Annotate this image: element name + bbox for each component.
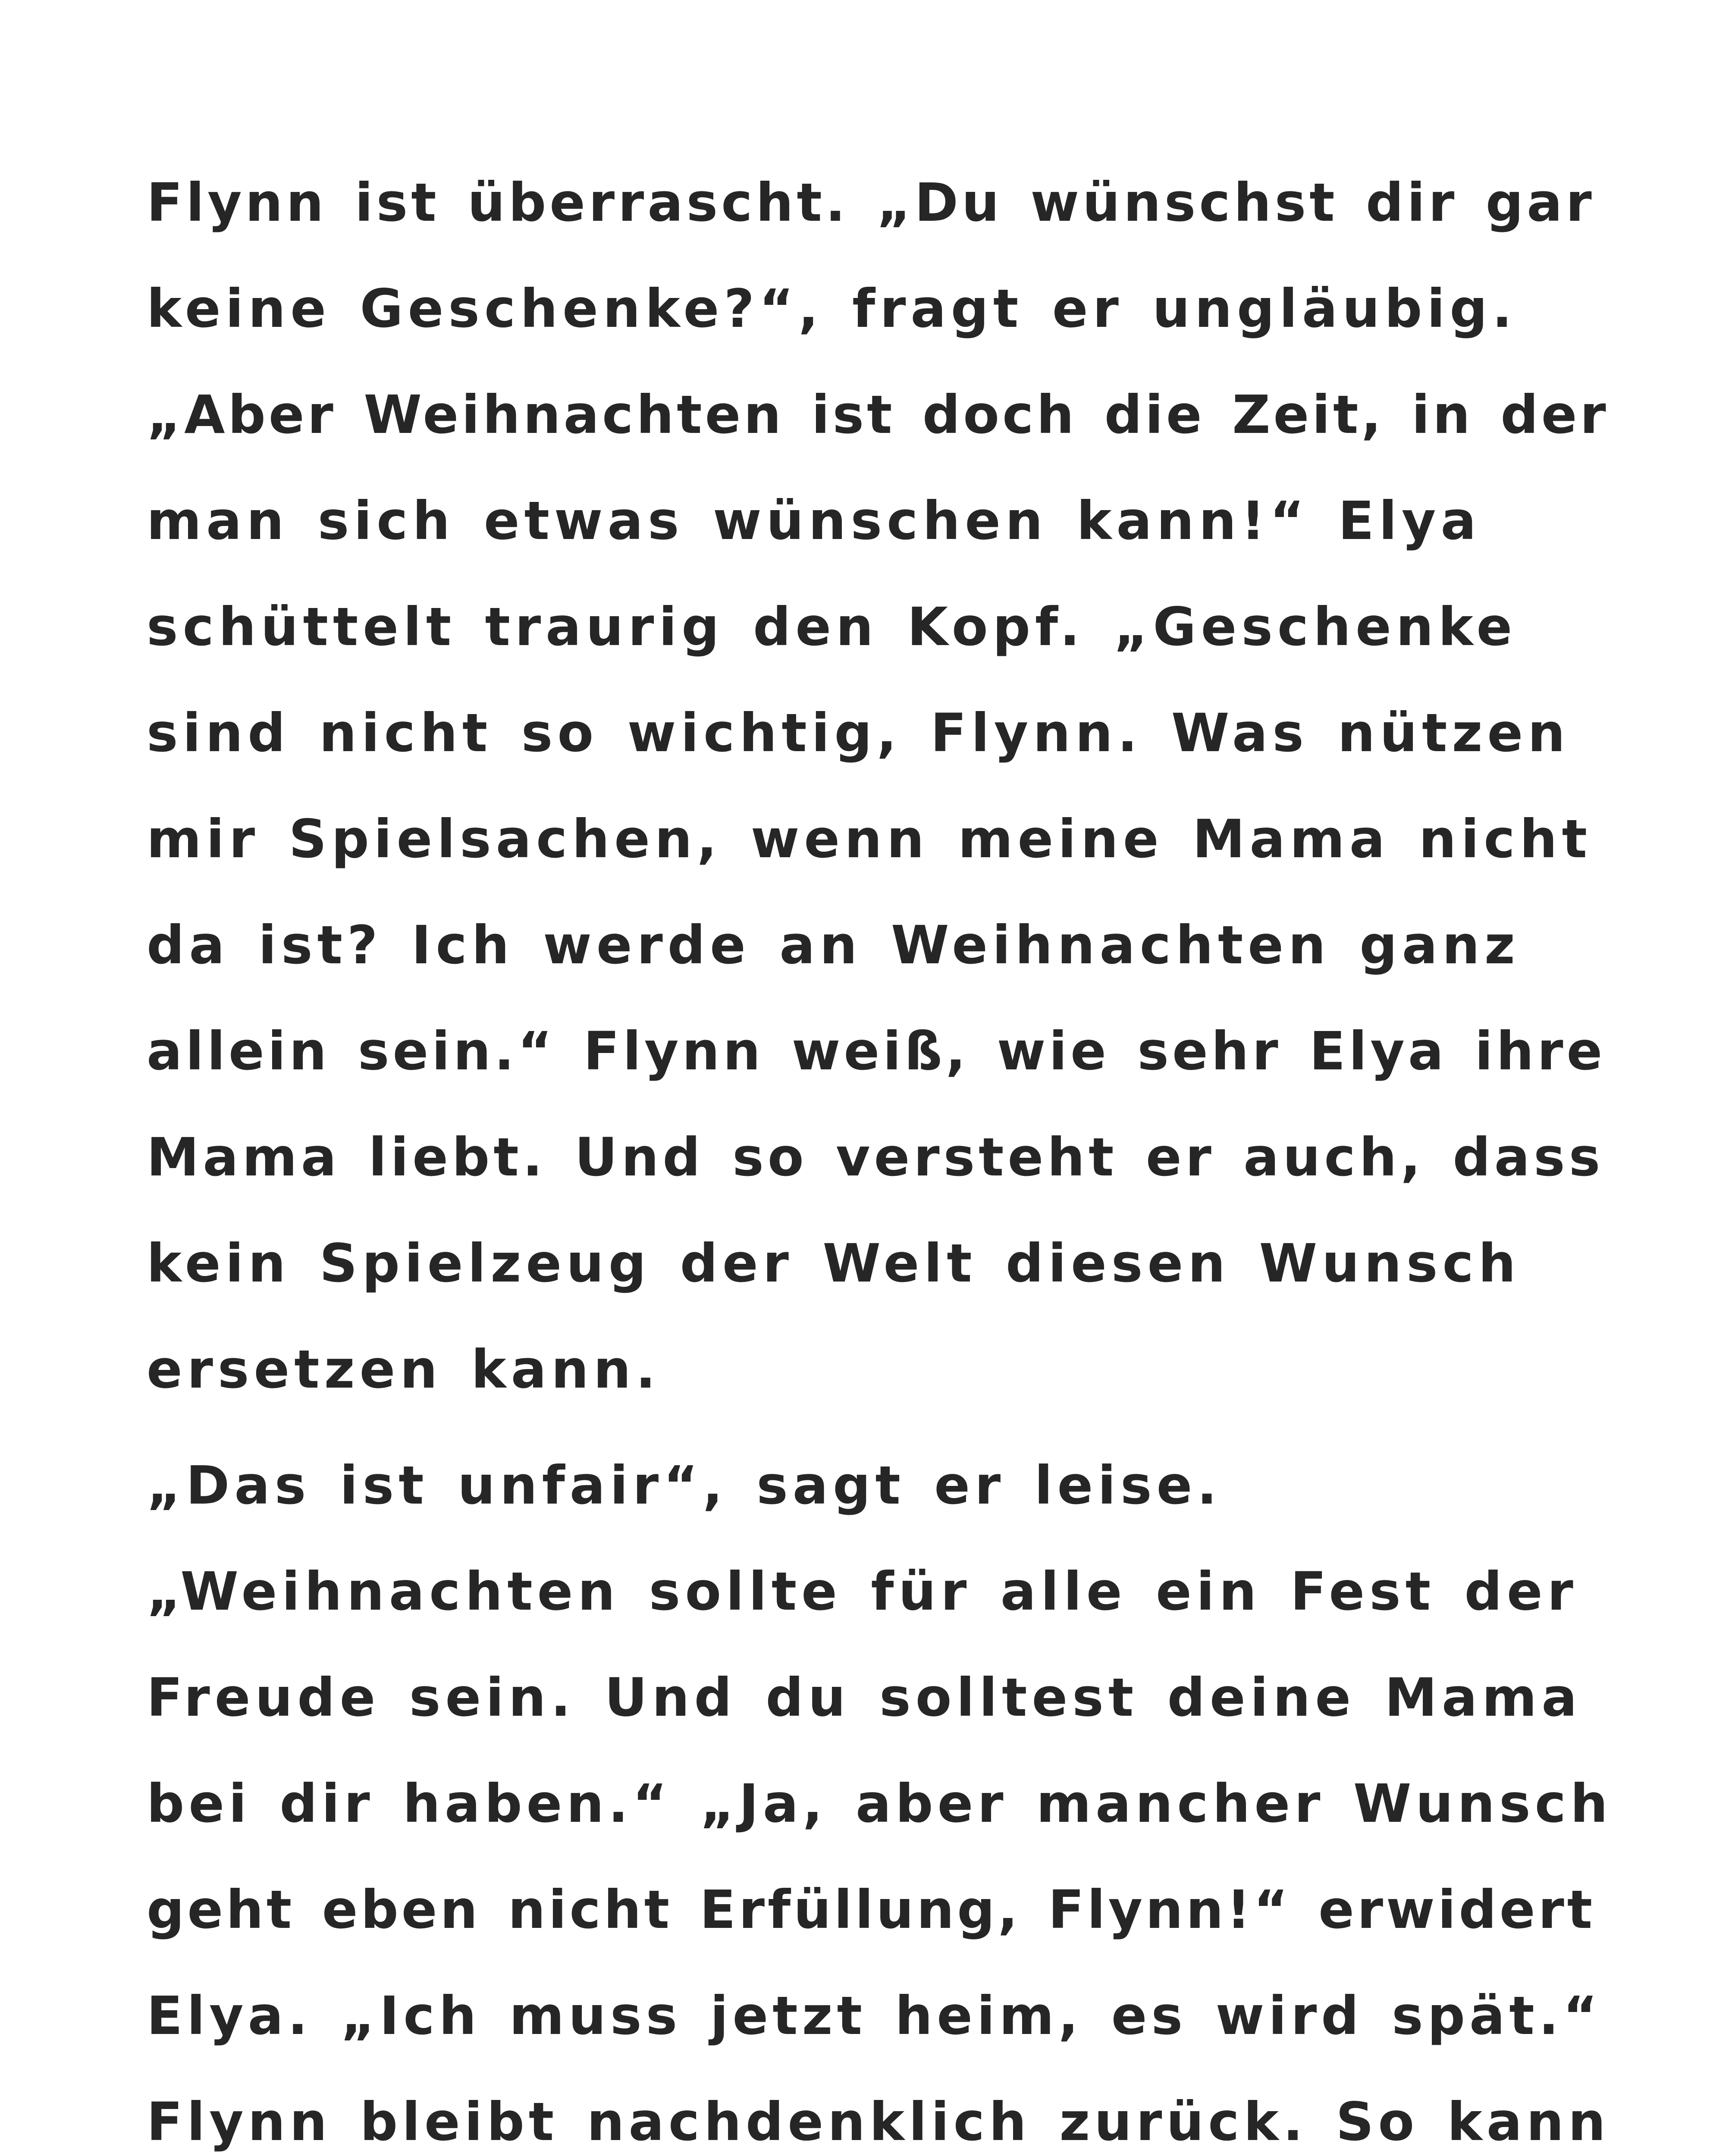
text-line: ersetzen kann. [147, 1339, 661, 1400]
text-line: keine Geschenke?“, fragt er ungläubig. [147, 278, 1517, 339]
text-line: „Das ist unfair“, sagt er leise. [147, 1455, 1222, 1516]
text-line: Flynn ist überrascht. „Du wünschst dir gar [147, 172, 1595, 233]
text-line: man sich etwas wünschen kann!“ Elya [147, 490, 1481, 552]
text-line: Freude sein. Und du solltest deine Mama [147, 1667, 1582, 1728]
text-line: Mama liebt. Und so versteht er auch, dass [147, 1127, 1604, 1188]
text-line: bei dir haben.“ „Ja, aber mancher Wunsch [147, 1773, 1612, 1834]
text-line: Elya. „Ich muss jetzt heim, es wird spät.“ [147, 1985, 1602, 2046]
text-line: geht eben nicht Erfüllung, Flynn!“ erwidert [147, 1879, 1596, 1940]
text-line: allein sein.“ Flynn weiß, wie sehr Elya ihre [147, 1021, 1606, 1082]
text-line: sind nicht so wichtig, Flynn. Was nützen [147, 702, 1570, 764]
text-line: Flynn bleibt nachdenklich zurück. So kann [147, 2091, 1610, 2153]
text-line: „Weihnachten sollte für alle ein Fest der [147, 1561, 1578, 1622]
text-line: da ist? Ich werde an Weihnachten ganz [147, 915, 1520, 976]
text-line: kein Spielzeug der Welt diesen Wunsch [147, 1233, 1521, 1294]
paragraph [147, 150, 1613, 1423]
text-line: „Aber Weihnachten ist doch die Zeit, in der [147, 384, 1609, 445]
paragraph [147, 1432, 1613, 2156]
text-line: mir Spielsachen, wenn meine Mama nicht [147, 808, 1592, 870]
text-line: schüttelt traurig den Kopf. „Geschenke [147, 596, 1517, 658]
